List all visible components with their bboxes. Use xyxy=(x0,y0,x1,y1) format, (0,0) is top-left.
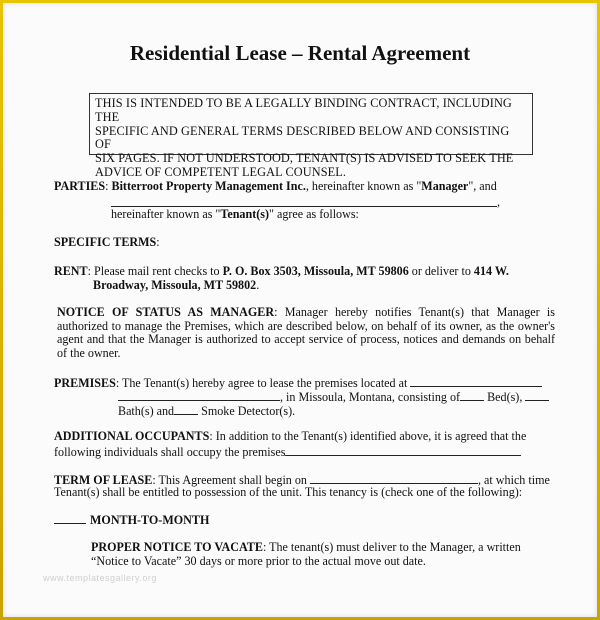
vacate-text: : The tenant(s) must deliver to the Manager, a written xyxy=(262,540,521,554)
parties-text: ", and xyxy=(468,179,497,193)
rent-text: or deliver to xyxy=(408,264,474,278)
watermark: www.templatesgallery.org xyxy=(43,573,157,583)
term-label: TERM OF LEASE xyxy=(54,473,153,487)
parties-text: , hereinafter known as " xyxy=(305,179,422,193)
parties-text: hereinafter known as " xyxy=(111,207,221,221)
parties-line-2 xyxy=(111,208,359,222)
notice-line: SPECIFIC AND GENERAL TERMS DESCRIBED BELOW AND CONSISTING OF xyxy=(95,123,510,152)
start-date-field[interactable] xyxy=(310,472,478,484)
notice-status-label: NOTICE OF STATUS AS MANAGER xyxy=(57,305,275,319)
specific-terms-label: SPECIFIC TERMS xyxy=(54,235,157,249)
document-title: Residential Lease – Rental Agreement xyxy=(129,41,471,65)
premises-label: PREMISES xyxy=(54,376,116,390)
premises-text: Bath(s) and xyxy=(118,404,175,418)
notice-line: ADVICE OF COMPETENT LEGAL COUNSEL. xyxy=(95,164,347,179)
vacate-line-1 xyxy=(91,541,521,555)
premises-text: , in Missoula, Montana, consisting of xyxy=(280,390,461,404)
parties-line-1: PARTIES: Bitterroot Property Management Inc., hereinafter known as "Manager", and xyxy=(54,179,497,193)
premises-line-3 xyxy=(118,403,295,419)
rent-end: . xyxy=(256,278,260,292)
occupants-text: following individuals shall occupy the premises xyxy=(54,445,286,459)
office-address-cont: Broadway, Missoula, MT 59802 xyxy=(93,278,257,292)
occupants-text: : In addition to the Tenant(s) identified above, it is agreed that the xyxy=(209,429,527,443)
rent-line-1 xyxy=(54,265,509,279)
month-to-month-label: MONTH-TO-MONTH xyxy=(90,513,210,527)
manager-term: Manager xyxy=(421,179,469,193)
po-box-address: P. O. Box 3503, Missoula, MT 59806 xyxy=(222,264,409,278)
notice-line: SIX PAGES. IF NOT UNDERSTOOD, TENANT(S) IS ADVISED TO SEEK THE xyxy=(95,151,514,166)
occupants-line-1 xyxy=(54,430,526,444)
bathrooms-field[interactable] xyxy=(525,389,549,401)
smoke-detectors-field[interactable] xyxy=(174,403,198,415)
rent-line-2 xyxy=(93,279,259,293)
occupants-label: ADDITIONAL OCCUPANTS xyxy=(54,429,210,443)
parties-text: " agree as follows: xyxy=(269,207,359,221)
premises-text: Smoke Detector(s). xyxy=(198,404,296,418)
notice-status-text: : Manager hereby notifies Tenant(s) that Manager is authorized to manage the Premises, which are described below, on behalf of its owner, as the owner's agent and that the Manager is authorized to accept service of process, notices and demands on behalf of the owner. xyxy=(57,305,555,361)
parties-trail: , xyxy=(497,195,501,209)
bedrooms-field[interactable] xyxy=(460,389,484,401)
premises-text: : The Tenant(s) hereby agree to lease the premises located at xyxy=(115,376,411,390)
premises-text: Bed(s), xyxy=(484,390,523,404)
parties-label: PARTIES xyxy=(54,179,106,193)
legal-notice-box xyxy=(89,93,533,179)
premises-address-field-2[interactable] xyxy=(118,389,280,401)
month-to-month-option xyxy=(54,512,209,528)
term-text: : This Agreement shall begin on xyxy=(152,473,310,487)
tenant-term: Tenant(s) xyxy=(220,207,269,221)
occupants-line-2 xyxy=(54,444,521,460)
month-to-month-checkbox[interactable] xyxy=(54,512,86,524)
specific-terms-colon: : xyxy=(156,235,160,249)
notice-of-status-paragraph xyxy=(57,306,555,361)
vacate-line-2: “Notice to Vacate” 30 days or more prior to the actual move out date. xyxy=(91,554,426,568)
term-line-2: Tenant(s) shall be entitled to possession of the unit. This tenancy is (check one of the following): xyxy=(54,485,523,499)
document-page xyxy=(3,3,597,617)
vacate-label: PROPER NOTICE TO VACATE xyxy=(91,540,263,554)
term-text: , at which time xyxy=(478,473,550,487)
specific-terms-heading xyxy=(54,236,160,250)
notice-line: THIS IS INTENDED TO BE A LEGALLY BINDING CONTRACT, INCLUDING THE xyxy=(95,96,512,124)
company-name: Bitterroot Property Management Inc. xyxy=(111,179,306,193)
rent-label: RENT xyxy=(54,264,88,278)
occupants-field[interactable] xyxy=(285,444,521,456)
office-address: 414 W. xyxy=(473,264,509,278)
rent-text: : Please mail rent checks to xyxy=(87,264,223,278)
premises-address-field[interactable] xyxy=(410,375,542,387)
tenant-name-field[interactable] xyxy=(111,195,497,207)
